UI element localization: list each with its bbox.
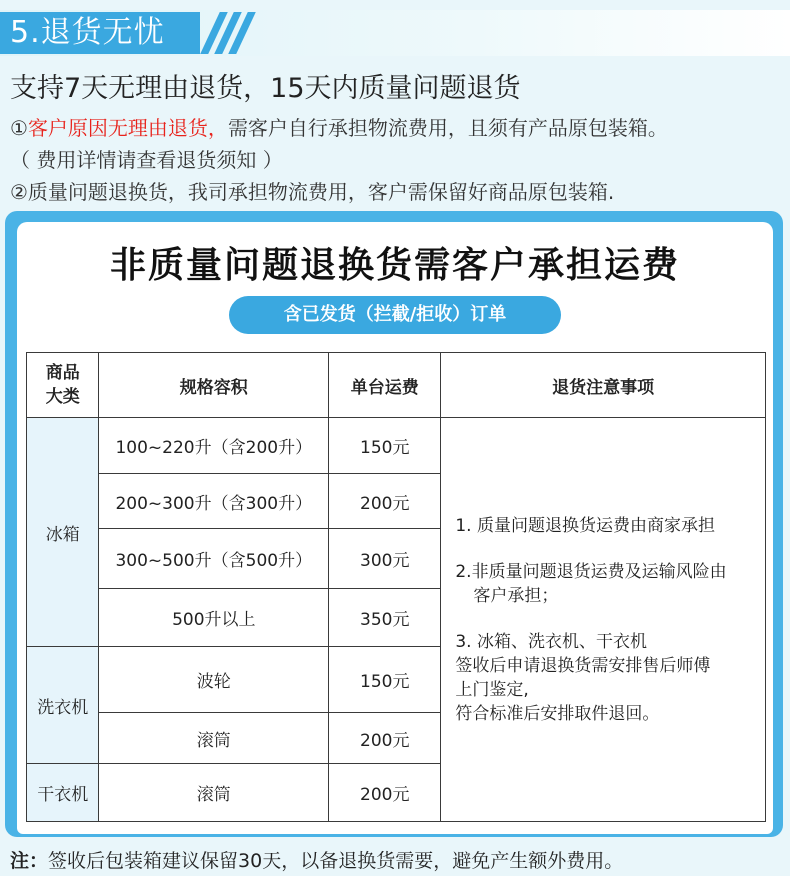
spec-cell: 500升以上: [99, 589, 329, 647]
order-type-badge: 含已发货（拦截/拒收）订单: [229, 296, 561, 334]
spec-cell: 滚筒: [99, 713, 329, 764]
header-notes: 退货注意事项: [441, 353, 766, 418]
category-washer: 洗衣机: [27, 647, 99, 764]
item-1-highlight: 客户原因无理由退货，: [27, 116, 228, 140]
item-1-prefix: ①: [10, 116, 28, 140]
fee-cell: 200元: [329, 474, 441, 529]
note-3-line-3: 上门鉴定,: [455, 679, 529, 700]
intro-item-1-note: （ 费用详情请查看退货须知 ）: [10, 148, 283, 172]
fee-cell: 350元: [329, 589, 441, 647]
footer-label: 注：: [10, 850, 49, 872]
header-category-label: 商品 大类: [45, 363, 80, 407]
slash-decoration: [196, 12, 256, 54]
fee-cell: 150元: [329, 647, 441, 713]
fee-cell: 200元: [329, 764, 441, 822]
section-title: 5.退货无忧: [0, 12, 200, 54]
spec-cell: 滚筒: [99, 764, 329, 822]
header-spec: 规格容积: [99, 353, 329, 418]
table-header-row: [27, 353, 766, 418]
spec-cell: 波轮: [99, 647, 329, 713]
category-fridge: 冰箱: [27, 418, 99, 647]
spec-cell: 100~220升（含200升）: [99, 418, 329, 474]
spec-cell: 300~500升（含500升）: [99, 529, 329, 589]
return-notes: [441, 418, 766, 822]
panel-title: 非质量问题退换货需客户承担运费: [109, 245, 680, 286]
note-3-line-2: 签收后申请退换货需安排售后师傅: [455, 655, 711, 676]
footer-text: 签收后包装箱建议保留30天，以备退换货需要，避免产生额外费用。: [48, 850, 624, 872]
header-fee: 单台运费: [329, 353, 441, 418]
note-1: 1. 质量问题退换货运费由商家承担: [455, 515, 715, 536]
intro-item-1: [10, 112, 668, 141]
intro-item-2: ②质量问题退换货，我司承担物流费用，客户需保留好商品原包装箱.: [10, 180, 615, 204]
intro-headline: 支持7天无理由退货，15天内质量问题退货: [10, 73, 521, 104]
item-1-text: 需客户自行承担物流费用，且须有产品原包装箱。: [227, 116, 668, 140]
header-category: [27, 353, 99, 418]
spec-cell: 200~300升（含300升）: [99, 474, 329, 529]
category-dryer: 干衣机: [27, 764, 99, 822]
note-3-line-4: 符合标准后安排取件退回。: [455, 703, 660, 724]
note-2-line-2: 客户承担；: [473, 585, 559, 606]
note-3-line-1: 3. 冰箱、洗衣机、干衣机: [455, 631, 647, 652]
fee-cell: 150元: [329, 418, 441, 474]
fee-cell: 300元: [329, 529, 441, 589]
footer-note: [10, 846, 623, 873]
fee-table: [26, 352, 766, 822]
fee-cell: 200元: [329, 713, 441, 764]
note-2-line-1: 2.非质量问题退货运费及运输风险由: [455, 561, 727, 582]
table-row: [27, 418, 766, 474]
